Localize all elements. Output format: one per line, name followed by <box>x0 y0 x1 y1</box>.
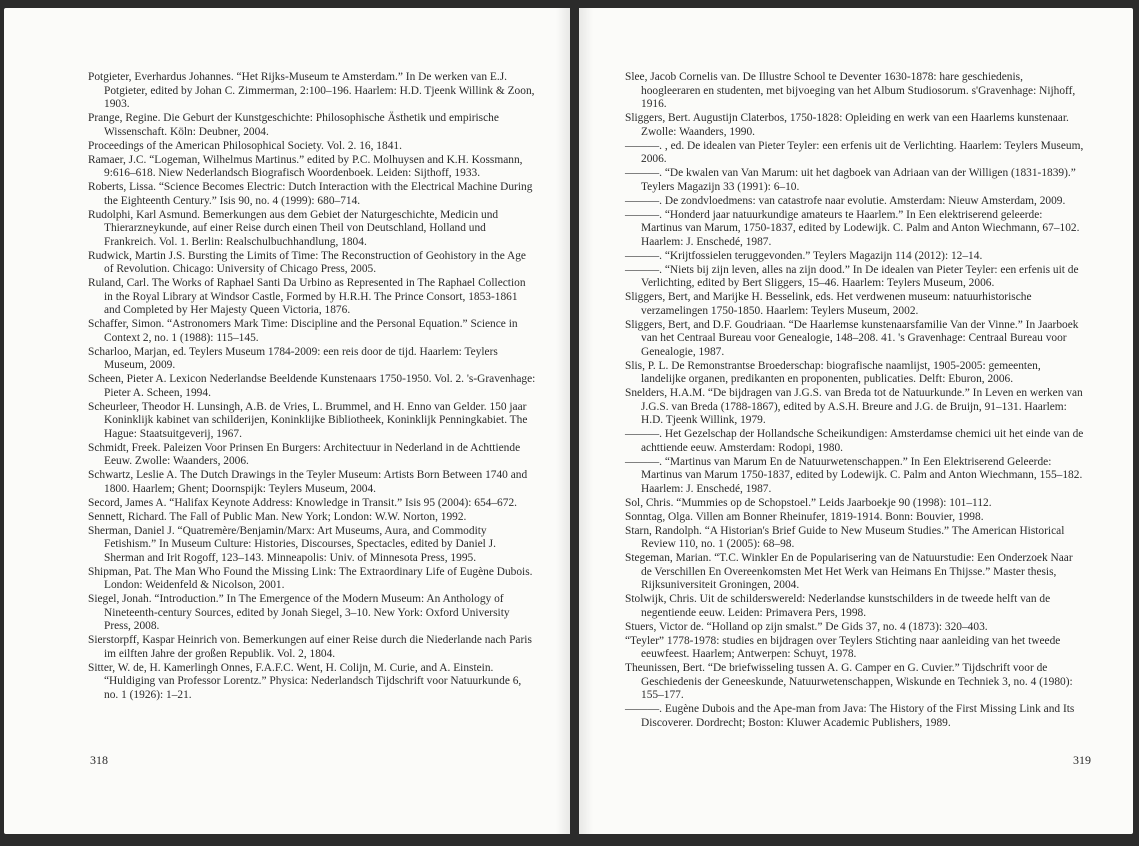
bibliography-entry: ———. “Honderd jaar natuurkundige amateurs te Haarlem.” In Een elektriserend geleerde: Martinus van Marum, 1750-1837, edited by Lodewijk. C. Palm and Anton Wiechmann, 67–102. Haarlem: J. Enschedé, 1987. <box>625 208 1080 248</box>
gutter-shadow <box>556 8 570 834</box>
bibliography-entry: ———. Eugène Dubois and the Ape-man from Java: The History of the First Missing Link and Its Discoverer. Dordrecht; Boston: Kluwer Academic Publishers, 1989. <box>625 703 1075 729</box>
page-number: 318 <box>90 753 108 767</box>
bibliography-entry: ———. “De kwalen van Van Marum: uit het dagboek van Adriaan van der Willigen (1831-1839).” Teylers Magazijn 33 (1991): 6–10. <box>625 167 1076 193</box>
bibliography-entry: Stolwijk, Chris. Uit de schilderswereld: Nederlandse kunstschilders in de tweede helft van de negentiende eeuw. Leiden: Primavera Pers, 1998. <box>625 593 1051 619</box>
bibliography-entry: Roberts, Lissa. “Science Becomes Electric: Dutch Interaction with the Electrical Machine During the Eighteenth Century.” Isis 90, no. 4 (1999): 680–714. <box>88 181 533 207</box>
bibliography-entry: Schaffer, Simon. “Astronomers Mark Time: Discipline and the Personal Equation.” Science in Context 2, no. 1 (1988): 115–145. <box>88 318 518 344</box>
bibliography-entry: Snelders, H.A.M. “De bijdragen van J.G.S. van Breda tot de Natuurkunde.” In Leven en werken van J.G.S. van Breda (1788-1867), edited by A.S.H. Breure and J.G. de Bruijn, 91–131. Haarlem: H.D. Tjeenk Willink, 1979. <box>625 387 1083 426</box>
bibliography-entry: Prange, Regine. Die Geburt der Kunstgeschichte: Philosophische Ästhetik und empirische Wissenschaft. Köln: Deubner, 2004. <box>88 112 499 138</box>
bibliography-entry: ———. Het Gezelschap der Hollandsche Scheikundigen: Amsterdamse chemici uit het einde van de achttiende eeuw. Amsterdam: Rodopi, 1980. <box>625 428 1084 454</box>
bibliography-entry: ———. “Krijtfossielen teruggevonden.” Teylers Magazijn 114 (2012): 12–14. <box>625 249 983 262</box>
bibliography-entry: Scharloo, Marjan, ed. Teylers Museum 1784-2009: een reis door de tijd. Haarlem: Teylers Museum, 2009. <box>88 345 498 371</box>
bibliography-entry: Ramaer, J.C. “Logeman, Wilhelmus Martinus.” edited by P.C. Molhuysen and K.H. Kossmann, 9:616–618. Niew Nederlandsch Biografisch Woordenboek. Leiden: Sijthoff, 1933. <box>88 153 523 179</box>
right-page <box>579 8 1133 834</box>
bibliography-entry: Stuers, Victor de. “Holland op zijn smalst.” De Gids 37, no. 4 (1873): 320–403. <box>625 620 988 633</box>
bibliography-entry: Rudolphi, Karl Asmund. Bemerkungen aus dem Gebiet der Naturgeschichte, Medicin und Thierarzneykunde, auf einer Reise durch einen Theil von Deutschland, Holland und Frankreich. Vol. 1. Berlin: Realschulbuchhandlung, 1804. <box>88 208 499 248</box>
bibliography-entry: Sherman, Daniel J. “Quatremère/Benjamin/Marx: Art Museums, Aura, and Commodity Fetishism.” In Museum Culture: Histories, Discourses, Spectacles, edited by Daniel J. Sherman and Irit Rogoff, 123–143. Minneapolis: Univ. of Minnesota Press, 1995. <box>88 524 496 564</box>
bibliography-entry: Scheurleer, Theodor H. Lunsingh, A.B. de Vries, L. Brummel, and H. Enno van Gelder. 150 jaar Koninklijk kabinet van schilderijen, Koninklijke Bibliotheek, Koninklijk Penningkabiet. The Hague: Staatsuitgeverij, 1967. <box>88 400 528 440</box>
bibliography-entry: ———. , ed. De idealen van Pieter Teyler: een erfenis uit de Verlichting. Haarlem: Teylers Museum, 2006. <box>625 139 1084 165</box>
bibliography-entry: Sliggers, Bert, and Marijke H. Besselink, eds. Het verdwenen museum: natuurhistorische verzamelingen 1750-1850. Haarlem: Teylers Museum, 2002. <box>625 291 1032 317</box>
bibliography-entry: Schmidt, Freek. Paleizen Voor Prinsen En Burgers: Architectuur in Nederland in de Achttiende Eeuw. Zwolle: Waanders, 2006. <box>88 441 521 467</box>
bibliography-entry: Starn, Randolph. “A Historian's Brief Guide to New Museum Studies.” The American Historical Review 110, no. 1 (2005): 68–98. <box>625 524 1065 550</box>
bibliography-entry: ———. “Martinus van Marum En de Natuurwetenschappen.” In Een Elektriserend Geleerde: Martinus van Marum 1750-1837, edited by Lodewijk. C. Palm and Anton Wiechmann, 155–182. Haarlem: J. Enschedé, 1987. <box>625 455 1083 495</box>
bibliography-entry: Slee, Jacob Cornelis van. De Illustre School te Deventer 1630-1878: hare geschiedenis, hoogleeraren en studenten, met bijvoeging van het Album Studiosorum. s'Gravenhage: Nijhoff, 1916. <box>625 71 1076 110</box>
bibliography-entry: Secord, James A. “Halifax Keynote Address: Knowledge in Transit.” Isis 95 (2004): 654–672. <box>88 496 517 509</box>
gutter-shadow <box>579 8 593 834</box>
bibliography-entry: Sol, Chris. “Mummies op de Schopstoel.” Leids Jaarboekje 90 (1998): 101–112. <box>625 496 992 509</box>
bibliography-entry: ———. “Niets bij zijn leven, alles na zijn dood.” In De idealen van Pieter Teyler: een erfenis uit de Verlichting, edited by Bert Sliggers, 15–46. Haarlem: Teylers Museum, 2006. <box>625 263 1079 289</box>
bibliography-entry: Schwartz, Leslie A. The Dutch Drawings in the Teyler Museum: Artists Born Between 1740 and 1800. Haarlem; Ghent; Doornspijk: Teylers Museum, 2004. <box>88 469 528 495</box>
bibliography-entry: Sliggers, Bert, and D.F. Goudriaan. “De Haarlemse kunstenaarsfamilie Van der Vinne.” In Jaarboek van het Centraal Bureau voor Genealogie, 148–208. 41. 's Gravenhage: Centraal Bureau voor Genealogie, 1987. <box>625 318 1079 358</box>
page-number: 319 <box>1073 753 1091 767</box>
bibliography-list <box>88 71 536 703</box>
bibliography-entry: ———. De zondvloedmens: van catastrofe naar evolutie. Amsterdam: Nieuw Amsterdam, 2009. <box>625 194 1066 207</box>
bibliography-list <box>625 71 1085 731</box>
bibliography-entry: Theunissen, Bert. “De briefwisseling tussen A. G. Camper en G. Cuvier.” Tijdschrift voor de Geschiedenis der Geneeskunde, Natuurwetenschappen, Wiskunde en Techniek 3, no. 4 (1980): 155–177. <box>625 662 1073 701</box>
bibliography-entry: Sennett, Richard. The Fall of Public Man. New York; London: W.W. Norton, 1992. <box>88 510 467 523</box>
bibliography-entry: Potgieter, Everhardus Johannes. “Het Rijks-Museum te Amsterdam.” In De werken van E.J. Potgieter, edited by Johan C. Zimmerman, 2:100–196. Haarlem: H.D. Tjeenk Willink & Zoon, 1903. <box>88 71 535 110</box>
bibliography-entry: Siegel, Jonah. “Introduction.” In The Emergence of the Modern Museum: An Anthology of Nineteenth-century Sources, edited by Jonah Siegel, 3–10. New York: Oxford University Press, 2008. <box>88 593 510 632</box>
bibliography-entry: Ruland, Carl. The Works of Raphael Santi Da Urbino as Represented in The Raphael Collection in the Royal Library at Windsor Castle, Formed by H.R.H. The Prince Consort, 1853-1861 and Completed by Her Majesty Queen Victoria, 1876. <box>88 277 526 316</box>
bibliography-entry: Rudwick, Martin J.S. Bursting the Limits of Time: The Reconstruction of Geohistory in the Age of Revolution. Chicago: University of Chicago Press, 2005. <box>88 249 526 275</box>
bibliography-entry: Sierstorpff, Kaspar Heinrich von. Bemerkungen auf einer Reise durch die Niederlande nach Paris im eilften Jahre der großen Republik. Vol. 2, 1804. <box>88 634 532 660</box>
bibliography-entry: Slis, P. L. De Remonstrantse Broederschap: biografische naamlijst, 1905-2005: gemeenten, landelijke organen, predikanten en proponenten, publicaties. Delft: Eburon, 2006. <box>625 359 1041 385</box>
left-page <box>4 8 570 834</box>
bibliography-entry: “Teyler” 1778-1978: studies en bijdragen over Teylers Stichting naar aanleiding van het tweede eeuwfeest. Haarlem; Antwerpen: Schuyt, 1978. <box>625 634 1061 660</box>
bibliography-entry: Sliggers, Bert. Augustijn Claterbos, 1750-1828: Opleiding en werk van een Haarlems kunstenaar. Zwolle: Waanders, 1990. <box>625 112 1069 138</box>
bibliography-entry: Proceedings of the American Philosophical Society. Vol. 2. 16, 1841. <box>88 139 402 152</box>
bibliography-entry: Stegeman, Marian. “T.C. Winkler En de Popularisering van de Natuurstudie: Een Onderzoek Naar de Verschillen En Overeenkomsten Met Het Werk van Heimans En Thijsse.” Master thesis, Rijksuniversiteit Groningen, 2004. <box>625 552 1073 591</box>
bibliography-entry: Sonntag, Olga. Villen am Bonner Rheinufer, 1819-1914. Bonn: Bouvier, 1998. <box>625 510 984 523</box>
bibliography-entry: Shipman, Pat. The Man Who Found the Missing Link: The Extraordinary Life of Eugène Dubois. London: Weidenfeld & Nicolson, 2001. <box>88 565 533 591</box>
bibliography-entry: Sitter, W. de, H. Kamerlingh Onnes, F.A.F.C. Went, H. Colijn, M. Curie, and A. Einstein. “Huldiging van Professor Lorentz.” Physica: Nederlandsch Tijdschrift voor Natuurkunde 6, no. 1 (1926): 1–21. <box>88 661 522 701</box>
bibliography-entry: Scheen, Pieter A. Lexicon Nederlandse Beeldende Kunstenaars 1750-1950. Vol. 2. 's-Gravenhage: Pieter A. Scheen, 1994. <box>88 373 536 399</box>
